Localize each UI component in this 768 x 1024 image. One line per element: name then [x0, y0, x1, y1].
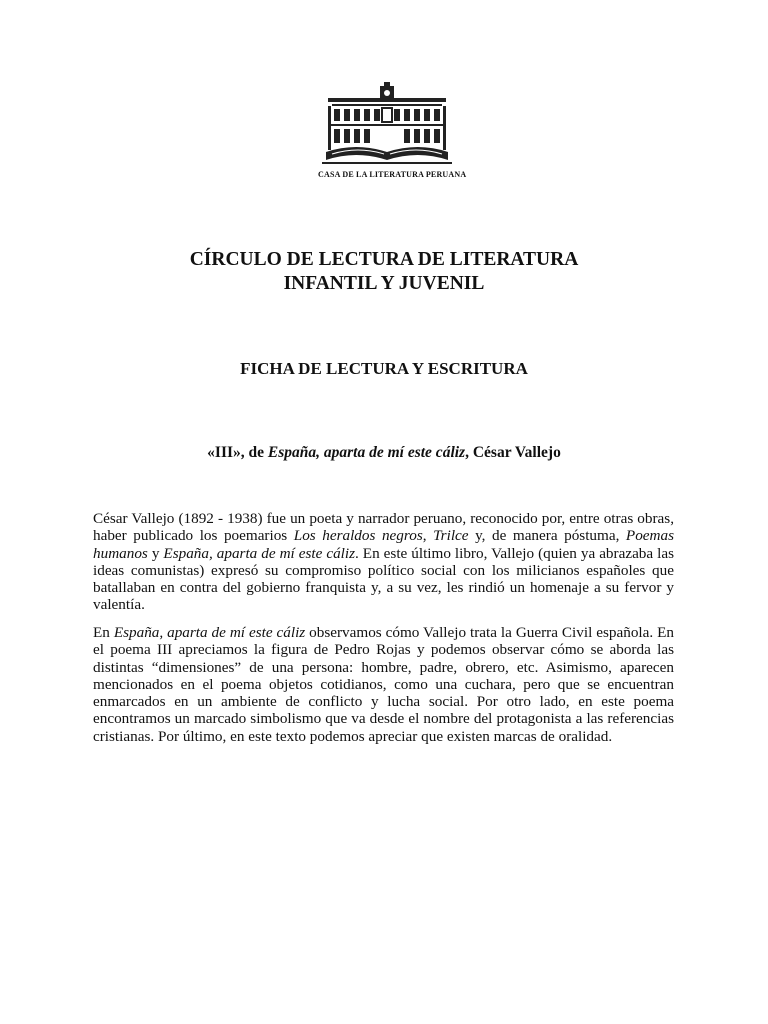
work-prefix: «III», de [207, 444, 268, 461]
work-heading [84, 443, 684, 463]
italic-title: España, aparta de mí este cáliz [163, 544, 356, 562]
italic-title: Poemas humanos [93, 527, 675, 562]
text-run: . En este último libro, Vallejo (quien ya abrazaba las ideas comunistas) expresó su compromiso político social con los milicianos españoles que batallaban en contra del gobierno franquista y, a su vez, les rindió un homenaje a su fervor y valentía. [93, 544, 674, 614]
text-run: César Vallejo (1892 - 1938) fue un poeta y narrador peruano, reconocido por, entre otras obras, haber publicado los poemarios [93, 510, 674, 545]
logo [318, 82, 467, 182]
text-run: observamos cómo Vallejo trata la Guerra Civil española. En el poema III apreciamos la figura de Pedro Rojas y podemos observar cómo se aborda las distintas “dimensiones” de una persona: hombre, padre, obrero, etc. Asimismo, aparecen mencionados en el poema objetos cotidianos, como una cuchara, pero que se encuentran enmarcados en un ambiente de conflicto y lucha social. Por otro lado, en este poema encontramos un marcado simbolismo que va desde el nombre del protagonista a las referencias cristianas. Por último, en este texto podemos apreciar que existen marcas de oralidad. [93, 624, 674, 745]
italic-title: España, aparta de mí este cáliz [113, 624, 306, 641]
logo-caption: CASA DE LA LITERATURA PERUANA [318, 170, 467, 179]
italic-title: Los heraldos negros [293, 527, 423, 545]
text-run: y, de manera póstuma, [468, 527, 626, 545]
work-author: , César Vallejo [465, 444, 561, 461]
text-run: y [147, 544, 164, 562]
text-run: , [422, 527, 434, 545]
title-line-2: INFANTIL Y JUVENIL [283, 273, 485, 294]
paragraph-2 [93, 624, 674, 745]
text-run: En [93, 624, 114, 641]
page-title [84, 248, 684, 296]
paragraph-1 [93, 510, 674, 614]
page-subtitle: FICHA DE LECTURA Y ESCRITURA [240, 359, 528, 378]
italic-title: Trilce [433, 527, 469, 545]
work-book-title: España, aparta de mí este cáliz [267, 444, 466, 461]
title-line-1: CÍRCULO DE LECTURA DE LITERATURA [189, 249, 579, 270]
building-open-book-icon [318, 82, 456, 168]
